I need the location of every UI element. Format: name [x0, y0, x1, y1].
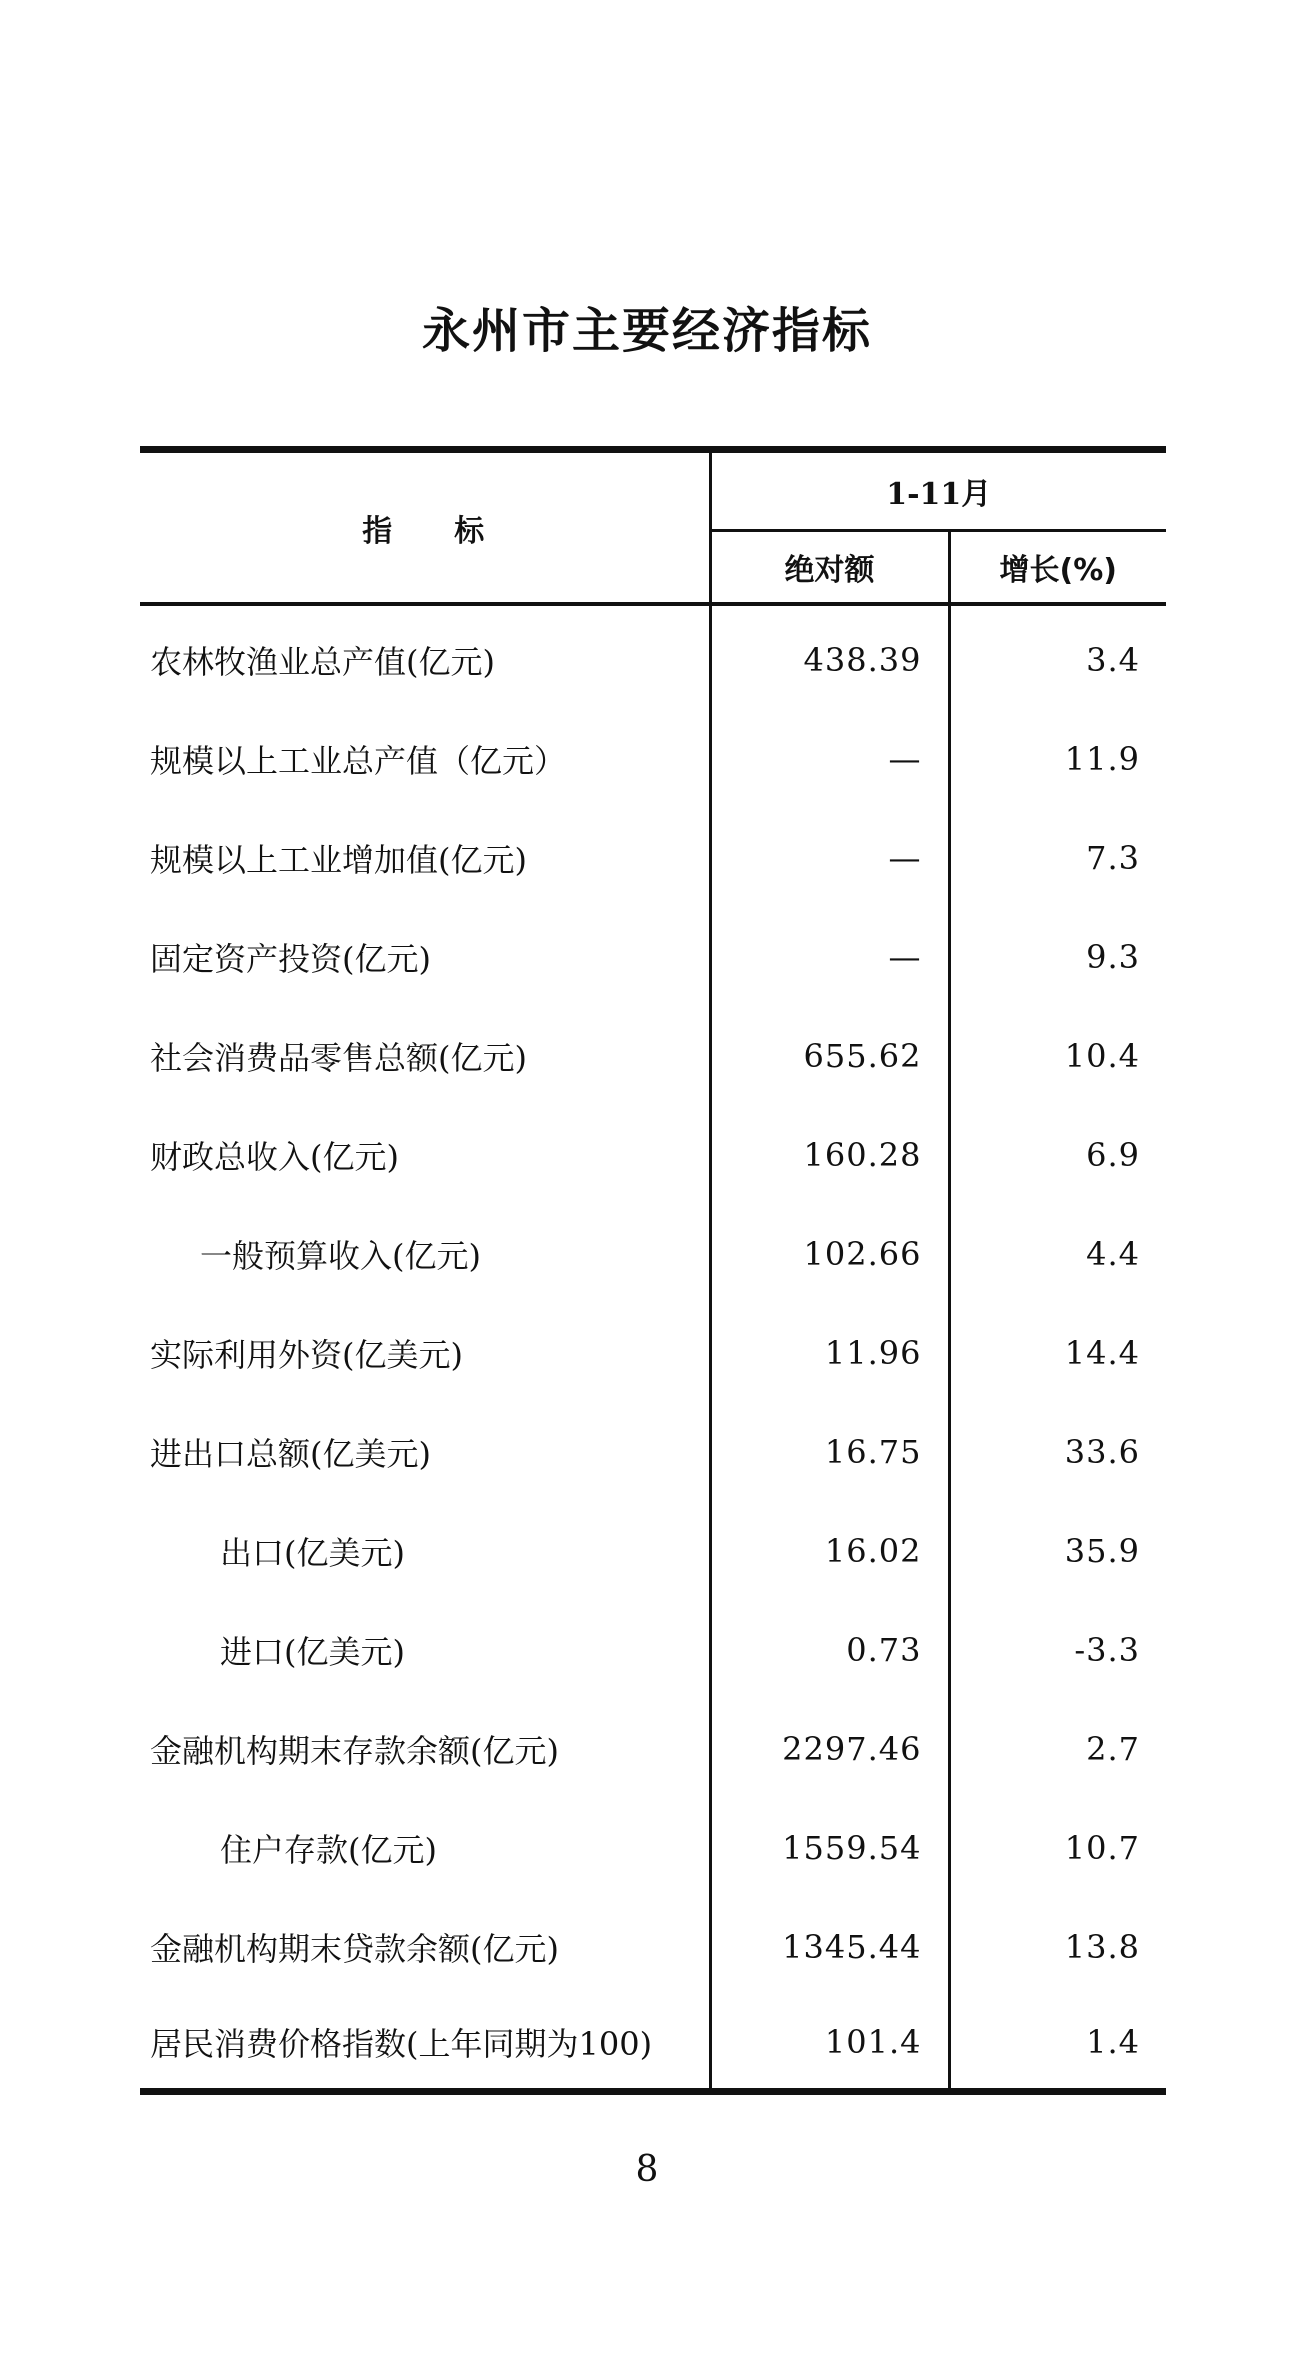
indicator-name-cell: 金融机构期末贷款余额(亿元): [140, 1897, 710, 1996]
table-row: [140, 1501, 1166, 1600]
table-row: [140, 808, 1166, 907]
indicator-name-cell: 出口(亿美元): [140, 1501, 710, 1600]
indicator-name-cell: 进出口总额(亿美元): [140, 1402, 710, 1501]
indicator-name-cell: 居民消费价格指数(上年同期为100): [140, 1996, 710, 2092]
growth-value-cell: 9.3: [1086, 937, 1141, 976]
growth-value-cell: 6.9: [1086, 1135, 1141, 1174]
table-row: [140, 907, 1166, 1006]
growth-value-cell: 33.6: [1064, 1432, 1141, 1471]
absolute-value-cell: 1345.44: [710, 1897, 949, 1996]
absolute-value-cell: 16.02: [710, 1501, 949, 1600]
table-row: [140, 1600, 1166, 1699]
growth-value-cell: 1.4: [949, 1996, 1166, 2092]
absolute-value-cell: 0.73: [710, 1600, 949, 1699]
growth-value-cell: 4.4: [1086, 1234, 1141, 1273]
table-row: [140, 1897, 1166, 1996]
absolute-value-cell: —: [710, 907, 949, 1006]
table-row: [140, 1996, 1166, 2092]
absolute-value-cell: —: [710, 808, 949, 907]
table-row: [140, 1105, 1166, 1204]
growth-value-cell: 3.4: [1086, 640, 1141, 679]
indicator-name-cell: 农林牧渔业总产值(亿元): [140, 604, 710, 709]
growth-value-cell: 35.9: [1064, 1531, 1141, 1570]
indicator-name-cell: 实际利用外资(亿美元): [140, 1303, 710, 1402]
growth-value-cell: 11.9: [1064, 739, 1141, 778]
indicator-name-cell: 规模以上工业增加值(亿元): [140, 808, 710, 907]
table-row: [140, 1402, 1166, 1501]
table-row: [140, 1798, 1166, 1897]
growth-value-cell: -3.3: [1074, 1630, 1141, 1669]
absolute-value-cell: 655.62: [710, 1006, 949, 1105]
indicator-column-header: [140, 450, 710, 605]
indicator-name-cell: 财政总收入(亿元): [140, 1105, 710, 1204]
absolute-value-cell: 102.66: [710, 1204, 949, 1303]
table-row: [140, 1303, 1166, 1402]
growth-value-cell: 2.7: [1086, 1729, 1141, 1768]
indicator-name-cell: 规模以上工业总产值（亿元）: [140, 709, 710, 808]
page-title: 永州市主要经济指标: [421, 303, 872, 359]
indicator-name-cell: 一般预算收入(亿元): [140, 1204, 710, 1303]
period-header: 1-11月: [710, 450, 1166, 531]
indicator-name-cell: 住户存款(亿元): [140, 1798, 710, 1897]
economic-indicators-table: [140, 446, 1166, 2095]
growth-column-header: 增长(%): [949, 531, 1166, 605]
absolute-value-cell: 2297.46: [710, 1699, 949, 1798]
indicator-name-cell: 社会消费品零售总额(亿元): [140, 1006, 710, 1105]
table-body: [140, 604, 1166, 2092]
absolute-value-cell: —: [710, 709, 949, 808]
absolute-value-cell: 1559.54: [710, 1798, 949, 1897]
table-row: [140, 1006, 1166, 1105]
indicator-header-char-2: 标: [454, 513, 487, 549]
growth-value-cell: 10.7: [1064, 1828, 1141, 1867]
table-row: [140, 1699, 1166, 1798]
table-row: [140, 1204, 1166, 1303]
indicator-name-cell: 固定资产投资(亿元): [140, 907, 710, 1006]
indicator-name-cell: 进口(亿美元): [140, 1600, 710, 1699]
absolute-column-header: 绝对额: [710, 531, 949, 605]
growth-value-cell: 7.3: [1086, 838, 1141, 877]
absolute-value-cell: 101.4: [710, 1996, 949, 2092]
table-row: [140, 604, 1166, 709]
page-number: 8: [635, 2149, 659, 2190]
absolute-value-cell: 160.28: [710, 1105, 949, 1204]
growth-value-cell: 10.4: [1064, 1036, 1141, 1075]
growth-value-cell: 13.8: [1064, 1927, 1141, 1966]
absolute-value-cell: 11.96: [710, 1303, 949, 1402]
table-row: [140, 709, 1166, 808]
absolute-value-cell: 438.39: [710, 604, 949, 709]
indicator-name-cell: 金融机构期末存款余额(亿元): [140, 1699, 710, 1798]
indicator-header-char-1: 指: [362, 513, 395, 549]
absolute-value-cell: 16.75: [710, 1402, 949, 1501]
growth-value-cell: 14.4: [1064, 1333, 1141, 1372]
